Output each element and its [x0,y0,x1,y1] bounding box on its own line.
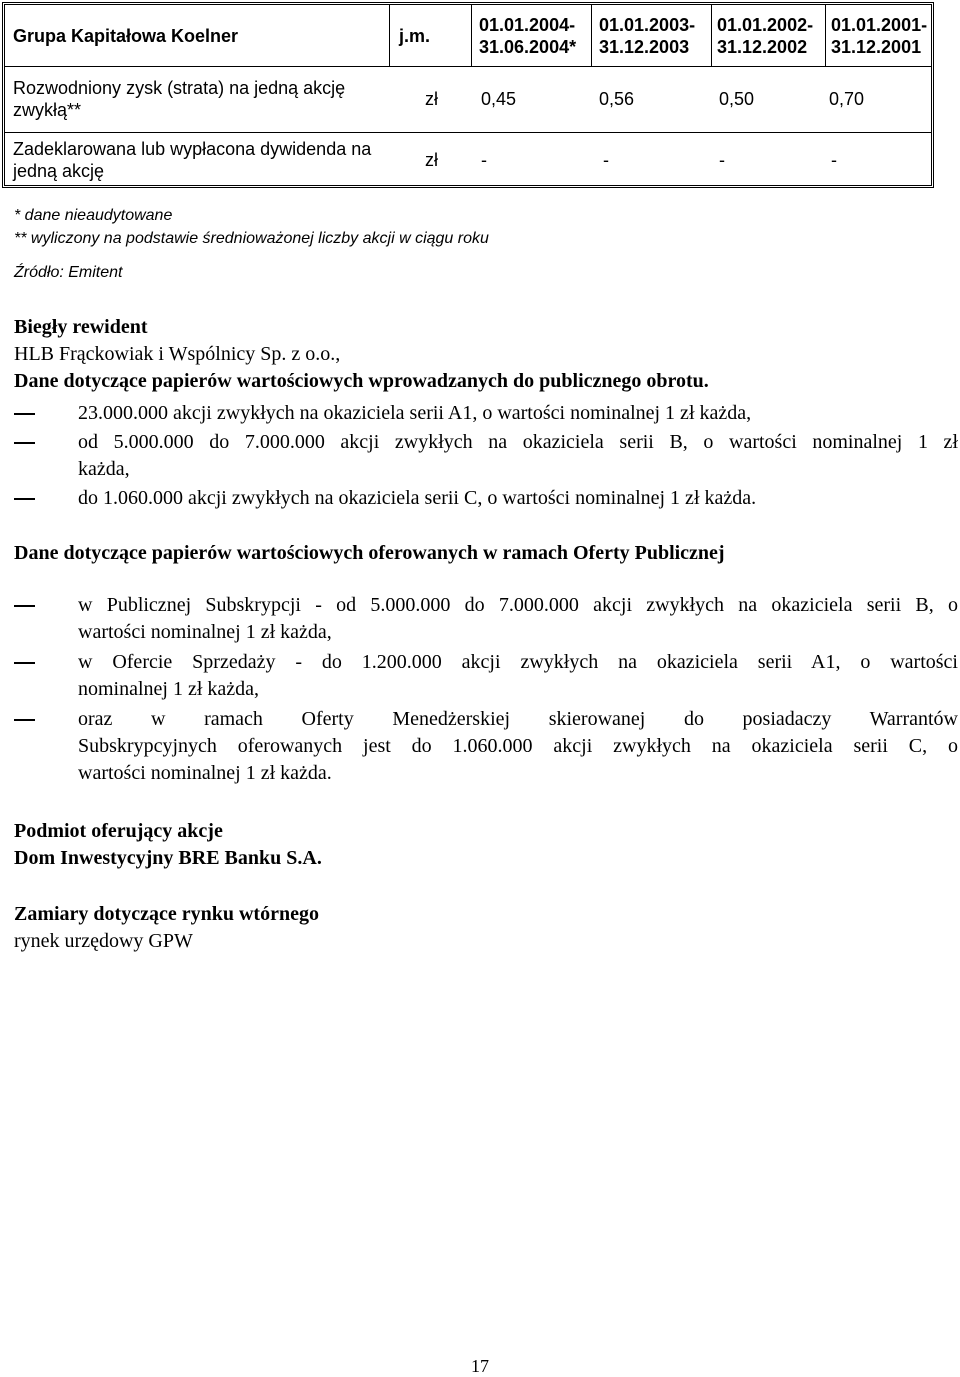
dash-bullet [14,442,35,444]
list-item: w Ofercie Sprzedaży - do 1.200.000 akcji zwykłych na okaziciela serii A1, o wartości nominalnej 1 zł każda, [14,649,958,703]
list-item: 23.000.000 akcji zwykłych na okaziciela serii A1, o wartości nominalnej 1 zł każda, [14,400,958,427]
period-header-4: 01.01.2001- 31.12.2001 [831,15,928,57]
row-label-dividend: Zadeklarowana lub wypłacona dywidenda na jedną akcję [13,139,372,181]
value-cell: - [603,150,609,170]
table-header-row [5,5,931,67]
dash-bullet [14,662,35,664]
offeror-name: Dom Inwestycyjny BRE Banku S.A. [14,847,322,869]
value-cell: 0,50 [719,89,755,109]
row-unit: zł [425,150,438,170]
period-header-1: 01.01.2004- 31.06.2004* [479,15,577,57]
footnote-unaudited: * dane nieaudytowane [14,207,173,224]
value-cell: 0,56 [599,89,635,109]
financial-data-table [2,2,934,188]
value-cell: 0,70 [829,89,865,109]
dash-bullet [14,719,35,721]
dash-bullet [14,605,35,607]
period-header-2: 01.01.2003- 31.12.2003 [599,15,696,57]
secondary-market-heading: Zamiary dotyczące rynku wtórnego [14,903,319,925]
company-name: Grupa Kapitałowa Koelner [13,26,239,46]
footnote-weighted-average: ** wyliczony na podstawie średnioważonej liczby akcji w ciągu roku [14,230,489,247]
value-cell: - [831,150,837,170]
unit-header: j.m. [399,26,431,46]
value-cell: - [719,150,725,170]
period-header-3: 01.01.2002- 31.12.2002 [717,15,814,57]
row-label-diluted-eps: Rozwodniony zysk (strata) na jedną akcję zwykłą** [13,78,346,120]
dash-bullet [14,498,35,500]
auditor-name: HLB Frąckowiak i Wspólnicy Sp. z o.o., [14,343,341,365]
table-row [5,66,931,133]
row-unit: zł [425,89,438,109]
value-cell: - [481,150,487,170]
auditor-heading: Biegły rewident [14,316,148,338]
table-row [5,132,931,187]
offeror-heading: Podmiot oferujący akcje [14,820,223,842]
list-item: oraz w ramach Oferty Menedżerskiej skierowanej do posiadaczy Warrantów Subskrypcyjnych oferowanych jest do 1.060.000 akcji zwykłych na okaziciela serii C, o wartości nominalnej 1 zł każda. [14,706,958,787]
page-number: 17 [471,1356,489,1376]
offered-securities-heading: Dane dotyczące papierów wartościowych oferowanych w ramach Oferty Publicznej [14,542,725,564]
list-item: od 5.000.000 do 7.000.000 akcji zwykłych na okaziciela serii B, o wartości nominalnej 1 zł każda, [14,429,958,483]
source-note: Źródło: Emitent [14,264,123,281]
introduced-securities-heading: Dane dotyczące papierów wartościowych wprowadzanych do publicznego obrotu. [14,370,709,392]
list-item: w Publicznej Subskrypcji - od 5.000.000 do 7.000.000 akcji zwykłych na okaziciela serii B, o wartości nominalnej 1 zł każda, [14,592,958,646]
value-cell: 0,45 [481,89,517,109]
dash-bullet [14,413,35,415]
secondary-market-value: rynek urzędowy GPW [14,930,193,952]
list-item: do 1.060.000 akcji zwykłych na okaziciela serii C, o wartości nominalnej 1 zł każda. [14,485,958,512]
